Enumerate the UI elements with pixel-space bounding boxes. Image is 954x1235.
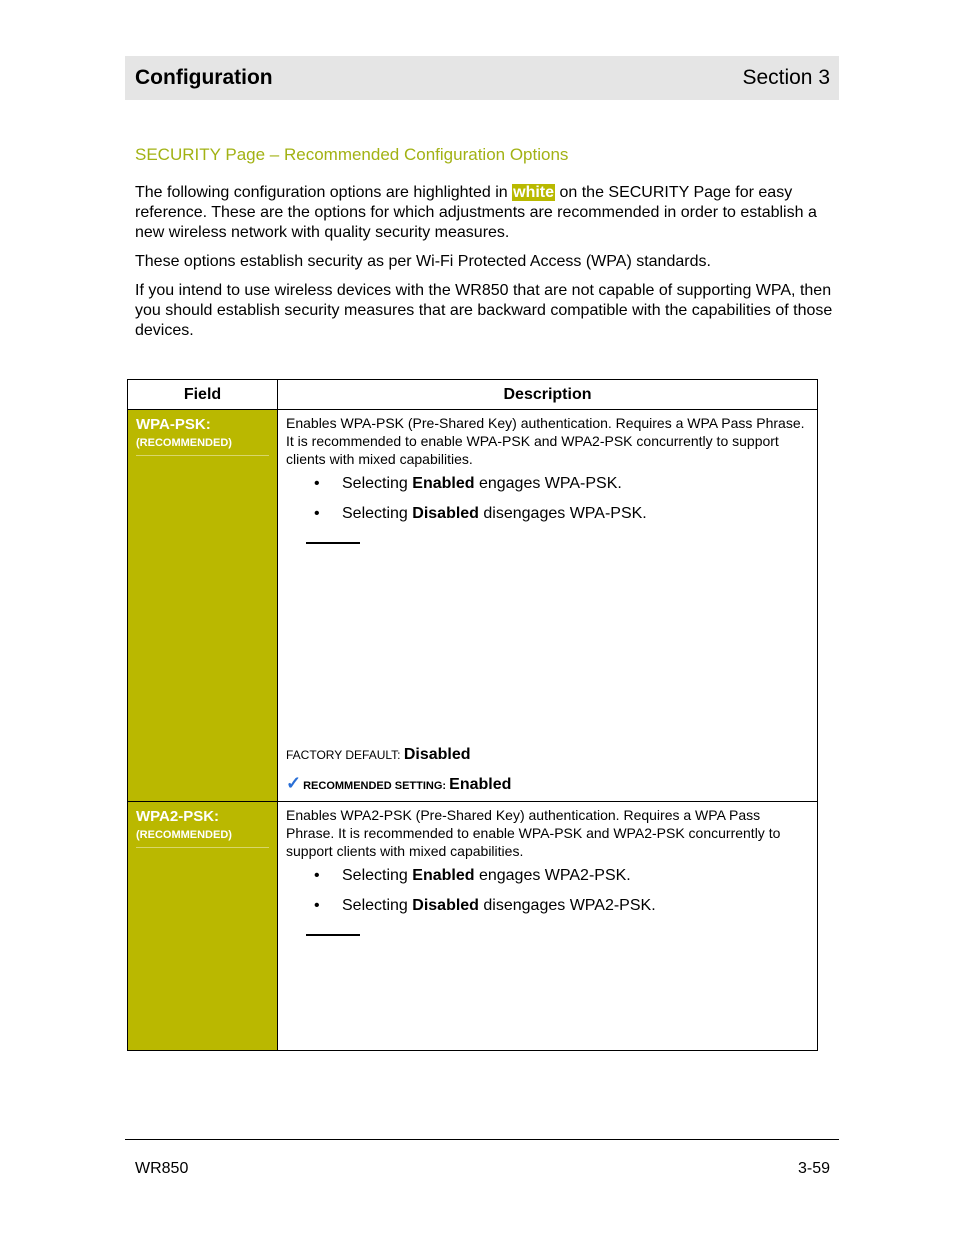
factory-default (286, 746, 471, 764)
field-name: WPA-PSK: (136, 416, 211, 433)
list-item (314, 866, 809, 886)
bullet-bold: Disabled (412, 505, 479, 522)
bullet-text: disengages WPA2-PSK. (478, 897, 656, 914)
bullet-text: engages WPA-PSK. (474, 475, 622, 492)
bullet-text: Selecting (342, 505, 413, 522)
recommended-setting-label: RECOMMENDED SETTING: (303, 780, 450, 792)
options-table (127, 379, 818, 1051)
factory-default-label: FACTORY DEFAULT: (286, 748, 404, 762)
bullet-text: Selecting (342, 475, 413, 492)
note-divider (306, 934, 360, 936)
column-header-description: Description (278, 380, 818, 410)
bullet-list (286, 474, 809, 524)
description-text: Enables WPA2-PSK (Pre-Shared Key) authentication. Requires a WPA Pass Phrase. It is recommended to enable WPA-PSK and WPA2-PSK concurrently to support clients with mixed capabilities. (286, 807, 781, 859)
note-divider (306, 542, 360, 544)
intro-p1-before: The following configuration options are highlighted in (135, 184, 513, 201)
bullet-text: disengages WPA-PSK. (478, 505, 647, 522)
footer-product: WR850 (135, 1160, 189, 1177)
header-section: Section 3 (742, 66, 830, 89)
bullet-text: engages WPA2-PSK. (474, 867, 631, 884)
description-cell-wpa-psk (278, 410, 818, 802)
list-item (314, 896, 809, 916)
column-header-field: Field (128, 380, 278, 410)
footer-divider (125, 1139, 839, 1140)
field-cell-wpa-psk (128, 410, 278, 802)
description-cell-wpa2-psk (278, 802, 818, 1051)
intro-paragraph-2: These options establish security as per Wi-Fi Protected Access (WPA) standards. (135, 253, 711, 270)
header-title: Configuration (135, 66, 273, 89)
field-recommended-tag: (RECOMMENDED) (136, 829, 269, 848)
field-recommended-tag: (RECOMMENDED) (136, 437, 269, 456)
field-cell-wpa2-psk (128, 802, 278, 1051)
factory-default-value: Disabled (403, 746, 471, 763)
checkmark-icon: ✓ (286, 773, 302, 793)
table-row (128, 410, 818, 802)
bullet-bold: Enabled (412, 475, 475, 492)
bullet-text: Selecting (342, 867, 413, 884)
intro-paragraph-1 (135, 183, 835, 243)
footer-page-number: 3-59 (797, 1160, 830, 1177)
highlight-word: white (513, 184, 555, 201)
bullet-list (286, 866, 809, 916)
bullet-bold: Disabled (412, 897, 479, 914)
bullet-text: Selecting (342, 897, 413, 914)
recommended-setting (286, 774, 511, 795)
intro-p1-after: on the SECURITY Page for easy reference. These are the options for which adjustments are recommended in order to establish a new wireless network with quality security measures. (135, 184, 817, 241)
field-name: WPA2-PSK: (136, 808, 220, 825)
table-row (128, 802, 818, 1051)
list-item (314, 474, 809, 494)
table-header-row (128, 380, 818, 410)
recommended-setting-value: Enabled (449, 776, 512, 793)
intro-paragraph-3: If you intend to use wireless devices with the WR850 that are not capable of supporting WPA, then you should establish security measures that are backward compatible with the capabilities of those devices. (135, 282, 833, 339)
list-item (314, 504, 809, 524)
bullet-bold: Enabled (412, 867, 475, 884)
page-header (125, 56, 839, 100)
description-text: Enables WPA-PSK (Pre-Shared Key) authentication. Requires a WPA Pass Phrase. It is recommended to enable WPA-PSK and WPA2-PSK concurrently to support clients with mixed capabilities. (286, 415, 805, 467)
section-subheading: SECURITY Page – Recommended Configuration Options (135, 145, 569, 164)
